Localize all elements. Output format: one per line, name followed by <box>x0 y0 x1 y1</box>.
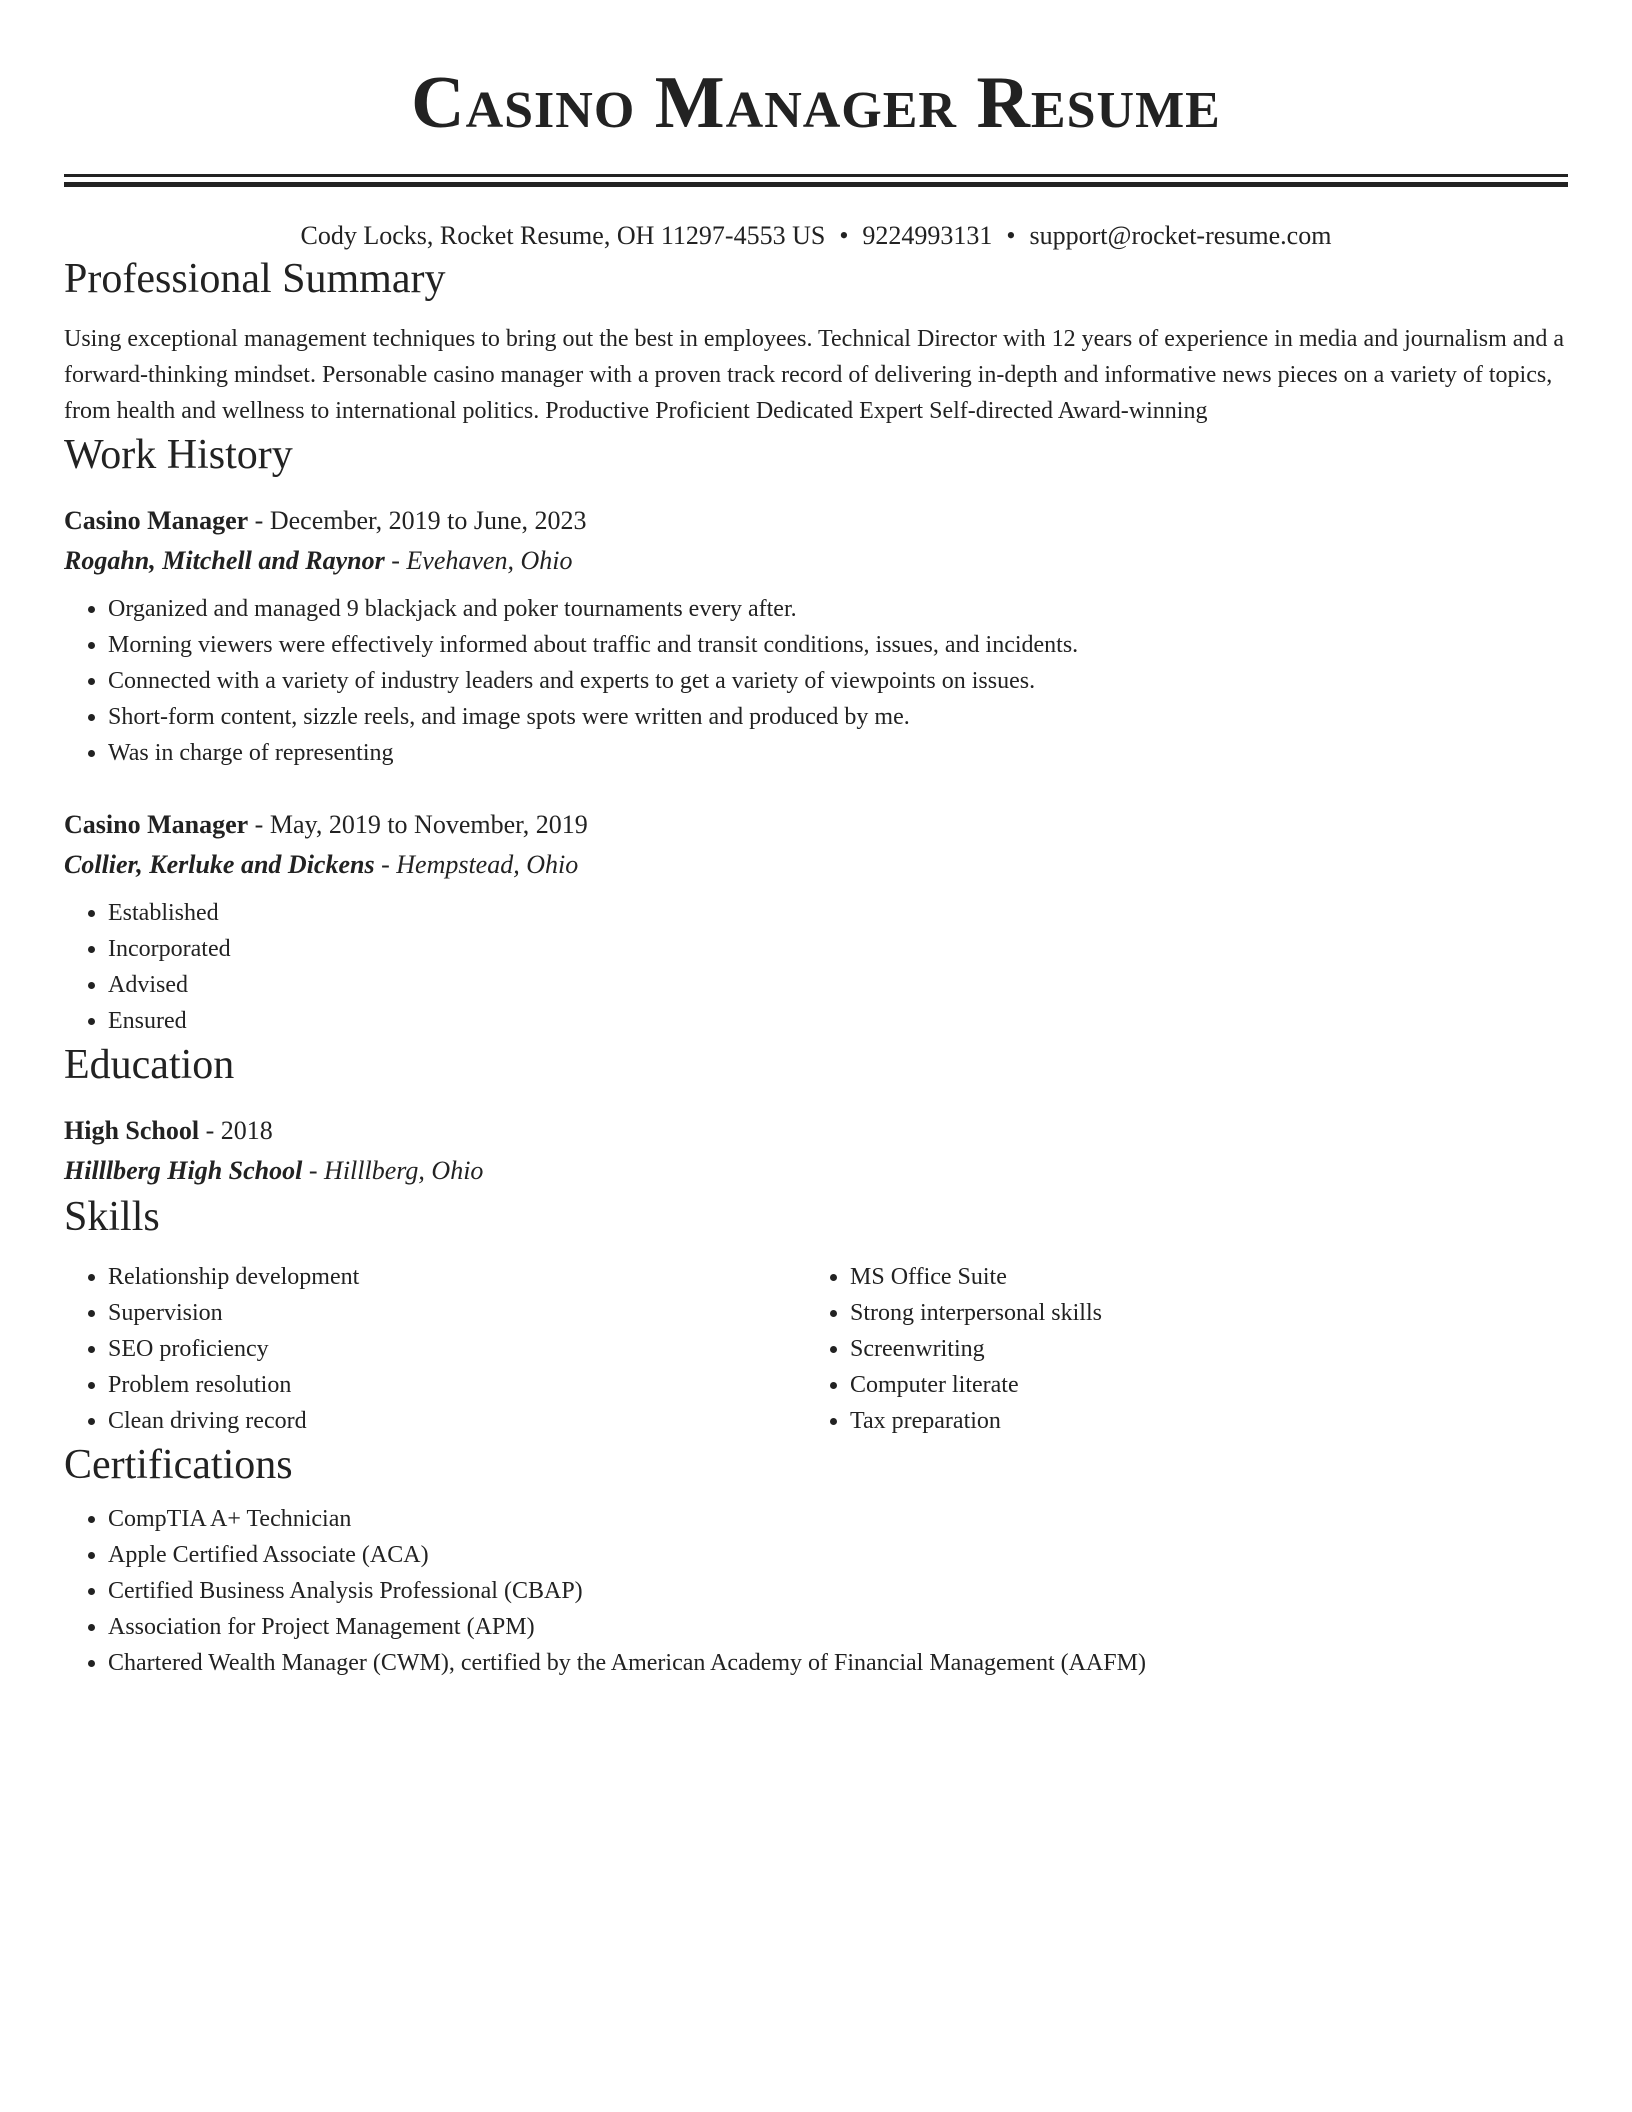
skill-item: • Problem resolution <box>108 1367 806 1403</box>
job-title-line <box>64 805 1568 845</box>
education-dash: - <box>302 1156 325 1185</box>
education-dash: - <box>199 1116 221 1145</box>
skill-item: • MS Office Suite <box>850 1259 1548 1295</box>
job-location: Evehaven, Ohio <box>406 546 573 575</box>
contact-separator: • <box>839 221 849 250</box>
job-bullet: • Advised <box>108 967 1568 1003</box>
job-bullet: • Incorporated <box>108 931 1568 967</box>
summary-heading: Professional Summary <box>64 256 446 302</box>
job-role: Casino Manager <box>64 810 249 839</box>
job-company-line <box>64 541 1568 581</box>
skills-list-left <box>64 1259 806 1439</box>
job-bullet: • Was in charge of representing <box>108 735 1568 771</box>
job-role: Casino Manager <box>64 506 249 535</box>
certification-item: • Chartered Wealth Manager (CWM), certified by the American Academy of Financial Management (AAFM) <box>108 1645 1568 1681</box>
contact-address: Cody Locks, Rocket Resume, OH 11297-4553 US <box>300 221 826 250</box>
skill-item: • Supervision <box>108 1295 806 1331</box>
job-dash: - <box>384 546 407 575</box>
job-bullet: • Established <box>108 895 1568 931</box>
certification-item: • Association for Project Management (APM) <box>108 1609 1568 1645</box>
job-bullet: • Ensured <box>108 1003 1568 1039</box>
skill-item: • Computer literate <box>850 1367 1548 1403</box>
job-dash: - <box>248 506 270 535</box>
job-bullet-list <box>64 591 1568 771</box>
education-degree-line <box>64 1111 1568 1151</box>
job-location: Hempstead, Ohio <box>396 850 579 879</box>
job-entry <box>64 805 1568 1039</box>
certifications-heading: Certifications <box>64 1442 293 1488</box>
skill-item: • Clean driving record <box>108 1403 806 1439</box>
education-degree: High School <box>64 1116 200 1145</box>
job-bullet: • Connected with a variety of industry leaders and experts to get a variety of viewpoints on issues. <box>108 663 1568 699</box>
summary-text: Using exceptional management techniques to bring out the best in employees. Technical Director with 12 years of experience in media and journalism and a forward-thinking mindset. Personable casino manager with a proven track record of delivering in-depth and informative news pieces on a variety of topics, from health and wellness to international politics. Productive Proficient Dedicated Expert Self-directed Award-winning <box>64 326 1565 424</box>
education-entry <box>64 1111 1568 1191</box>
education-school-line <box>64 1151 1568 1191</box>
job-entry <box>64 501 1568 771</box>
skill-item: • SEO proficiency <box>108 1331 806 1367</box>
job-bullet: • Morning viewers were effectively informed about traffic and transit conditions, issues, and incidents. <box>108 627 1568 663</box>
contact-separator: • <box>1006 221 1016 250</box>
job-company-line <box>64 845 1568 885</box>
skills-columns <box>64 1259 1568 1439</box>
skill-item: • Relationship development <box>108 1259 806 1295</box>
education-heading: Education <box>64 1042 235 1088</box>
contact-line <box>64 219 1568 253</box>
contact-email: support@rocket-resume.com <box>1029 221 1332 250</box>
skill-item: • Screenwriting <box>850 1331 1548 1367</box>
education-location: Hilllberg, Ohio <box>324 1156 484 1185</box>
job-bullet: • Organized and managed 9 blackjack and poker tournaments every after. <box>108 591 1568 627</box>
certification-item: • Certified Business Analysis Professional (CBAP) <box>108 1573 1568 1609</box>
certification-item: • CompTIA A+ Technician <box>108 1501 1568 1537</box>
job-dash: - <box>248 810 270 839</box>
contact-phone: 9224993131 <box>862 221 993 250</box>
job-bullet-list <box>64 895 1568 1039</box>
education-year: 2018 <box>220 1116 273 1145</box>
work-history-heading: Work History <box>64 432 293 478</box>
title-double-rule <box>64 174 1568 187</box>
job-bullet: • Short-form content, sizzle reels, and image spots were written and produced by me. <box>108 699 1568 735</box>
job-company: Rogahn, Mitchell and Raynor <box>64 546 385 575</box>
job-title-line <box>64 501 1568 541</box>
job-dates: December, 2019 to June, 2023 <box>269 506 587 535</box>
skills-list-right <box>806 1259 1548 1439</box>
skills-heading: Skills <box>64 1194 160 1240</box>
education-school: Hilllberg High School <box>64 1156 303 1185</box>
resume-title: Casino Manager Resume <box>411 62 1221 144</box>
job-dash: - <box>374 850 397 879</box>
certification-item: • Apple Certified Associate (ACA) <box>108 1537 1568 1573</box>
job-company: Collier, Kerluke and Dickens <box>64 850 375 879</box>
skill-item: • Tax preparation <box>850 1403 1548 1439</box>
job-dates: May, 2019 to November, 2019 <box>269 810 588 839</box>
skill-item: • Strong interpersonal skills <box>850 1295 1548 1331</box>
certifications-list <box>64 1501 1568 1681</box>
